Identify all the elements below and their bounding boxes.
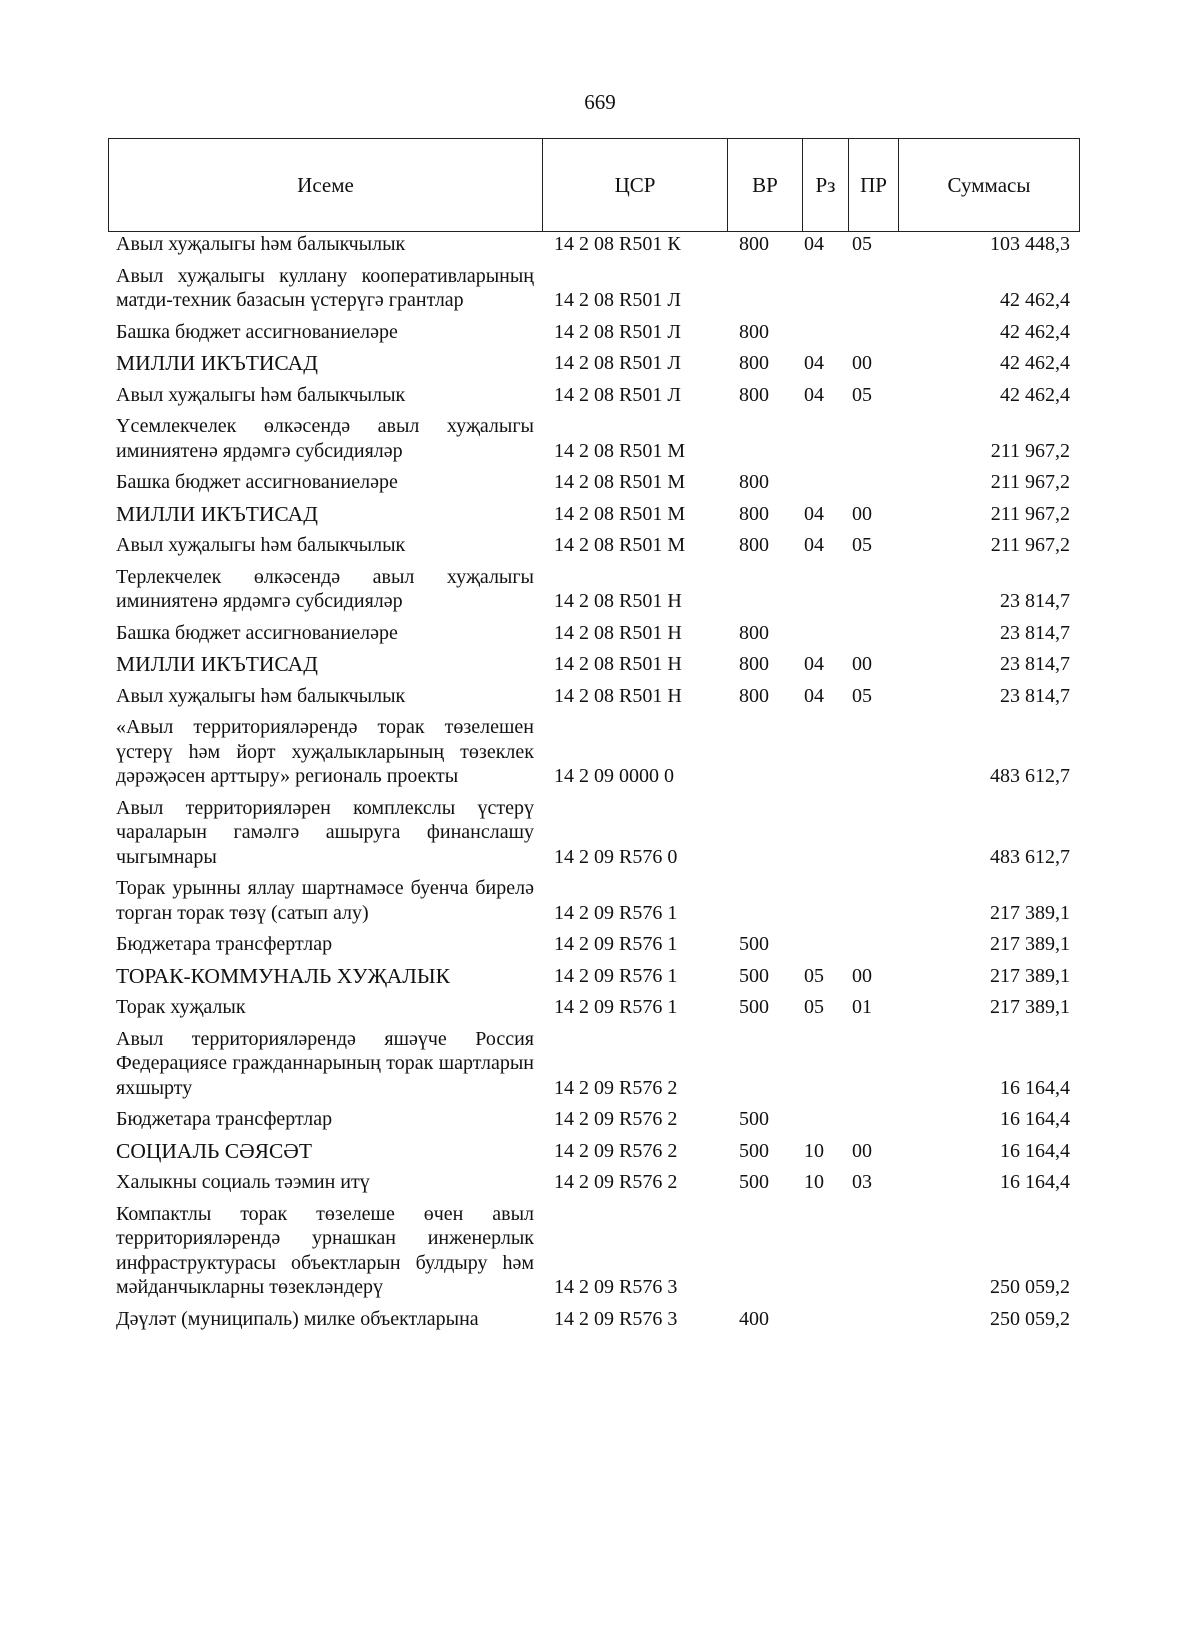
row-pr: 05 [852, 383, 872, 406]
row-csr: 14 2 09 R576 2 [554, 1076, 678, 1099]
row-sum: 250 059,2 [990, 1307, 1070, 1330]
row-pr: 00 [852, 653, 872, 675]
table-row [108, 1307, 1080, 1332]
row-name: Авыл хуҗалыгы һәм балыкчылык [116, 233, 406, 255]
row-name: Бюджетара трансфертлар [116, 933, 333, 955]
row-name: Авыл территорияләрендә яшәүче Россия Федерациясе гражданнарының торак шартларын яхшырту [116, 1027, 534, 1099]
row-sum: 42 462,4 [1000, 383, 1070, 406]
row-vr: 800 [739, 534, 769, 556]
row-csr: 14 2 09 0000 0 [554, 765, 674, 787]
row-csr: 14 2 09 R576 2 [554, 1108, 678, 1130]
table-row [108, 383, 1080, 408]
row-pr: 05 [852, 233, 872, 255]
table-row [108, 995, 1080, 1020]
row-sum: 16 164,4 [1000, 1076, 1070, 1099]
row-name: Башка бюджет ассигнованиеләре [116, 320, 398, 343]
row-pr: 01 [852, 996, 872, 1018]
row-csr: 14 2 09 R576 1 [554, 901, 678, 924]
table-row [108, 1170, 1080, 1195]
row-sum: 23 814,7 [1000, 653, 1070, 675]
row-csr: 14 2 08 R501 Л [554, 352, 681, 374]
row-name: Компактлы торак төзелеше өчен авыл территорияләрендә урнашкан инженерлык инфраструктурасы объектларын булдыру һәм мәйданчыкларны төзекләндерү [116, 1202, 534, 1298]
table-row [108, 533, 1080, 558]
row-sum: 211 967,2 [990, 439, 1070, 462]
row-csr: 14 2 09 R576 0 [554, 845, 678, 868]
row-rz: 04 [804, 684, 824, 707]
table-row [108, 502, 1080, 527]
row-vr: 800 [739, 621, 769, 644]
row-vr: 800 [739, 653, 769, 675]
table-row [108, 796, 1080, 870]
header-sum: Суммасы [947, 172, 1031, 197]
row-vr: 500 [739, 1171, 769, 1193]
row-csr: 14 2 08 R501 Н [554, 590, 682, 612]
row-csr: 14 2 08 R501 Л [554, 320, 681, 343]
row-sum: 16 164,4 [1000, 1171, 1070, 1193]
table-row [108, 684, 1080, 709]
row-csr: 14 2 08 R501 М [554, 534, 686, 556]
row-vr: 800 [739, 233, 769, 255]
row-name: Үсемлекчелек өлкәсендә авыл хуҗалыгы иминиятенә ярдәмгә субсидияләр [116, 415, 534, 462]
row-pr: 00 [852, 352, 872, 374]
row-vr: 800 [739, 352, 769, 374]
row-name: Авыл хуҗалыгы һәм балыкчылык [116, 383, 406, 406]
row-name: Башка бюджет ассигнованиеләре [116, 471, 398, 493]
row-sum: 211 967,2 [990, 471, 1070, 493]
row-csr: 14 2 08 R501 Л [554, 383, 681, 406]
row-sum: 483 612,7 [990, 845, 1070, 868]
row-csr: 14 2 09 R576 1 [554, 933, 678, 955]
row-name: Дәүләт (муниципаль) милке объектларына [116, 1307, 479, 1330]
row-name: Торак урынны яллау шартнамәсе буенча бирелә торган торак төзү (сатып алу) [116, 877, 534, 924]
table-row [108, 1107, 1080, 1132]
row-csr: 14 2 09 R576 3 [554, 1276, 678, 1298]
row-csr: 14 2 08 R501 Л [554, 289, 681, 311]
row-name: Халыкны социаль тәэмин итү [116, 1171, 370, 1193]
row-sum: 217 389,1 [990, 901, 1070, 924]
row-vr: 500 [739, 933, 769, 955]
row-pr: 05 [852, 534, 872, 556]
row-csr: 14 2 09 R576 1 [554, 996, 678, 1018]
row-vr: 800 [739, 383, 769, 406]
row-pr: 05 [852, 684, 872, 707]
row-rz: 10 [804, 1139, 824, 1162]
row-sum: 250 059,2 [990, 1276, 1070, 1298]
row-rz: 04 [804, 233, 824, 255]
row-name: ТОРАК-КОММУНАЛЬ ХУҖАЛЫК [116, 963, 450, 988]
row-name: «Авыл территорияләрендә торак төзелешен үстерү һәм йорт хуҗалыкларының төзеклек дәрәҗәсен арттыру» региональ проекты [116, 716, 534, 787]
row-name: Авыл территорияләрен комплекслы үстерү чараларын гамәлгә ашыруга финанслашу чыгымнары [116, 796, 534, 868]
table-row [108, 621, 1080, 646]
row-csr: 14 2 08 R501 Н [554, 684, 682, 707]
row-sum: 211 967,2 [990, 502, 1070, 525]
table-row [108, 320, 1080, 345]
row-csr: 14 2 08 R501 М [554, 439, 686, 462]
row-rz: 04 [804, 653, 824, 675]
row-csr: 14 2 09 R576 2 [554, 1171, 678, 1193]
row-sum: 23 814,7 [1000, 684, 1070, 707]
row-name: Терлекчелек өлкәсендә авыл хуҗалыгы иминиятенә ярдәмгә субсидияләр [116, 565, 534, 612]
row-vr: 800 [739, 684, 769, 707]
row-vr: 500 [739, 964, 769, 987]
row-name: Башка бюджет ассигнованиеләре [116, 621, 398, 644]
row-sum: 217 389,1 [990, 996, 1070, 1018]
row-csr: 14 2 08 R501 М [554, 502, 686, 525]
row-name: Авыл хуҗалыгы куллану кооперативларының матди-техник базасын үстерүгә грантлар [116, 264, 534, 311]
row-rz: 05 [804, 964, 824, 987]
table-row [108, 1202, 1080, 1300]
row-pr: 00 [852, 1139, 872, 1162]
row-sum: 217 389,1 [990, 933, 1070, 955]
row-csr: 14 2 09 R576 3 [554, 1307, 678, 1330]
row-csr: 14 2 08 R501 Н [554, 653, 682, 675]
row-rz: 05 [804, 996, 824, 1018]
row-vr: 800 [739, 471, 769, 493]
table-row [108, 470, 1080, 495]
table-row [108, 232, 1080, 257]
row-csr: 14 2 09 R576 1 [554, 964, 678, 987]
row-vr: 500 [739, 1108, 769, 1130]
table-body [108, 232, 1080, 1338]
table-row [108, 1139, 1080, 1164]
table-row [108, 414, 1080, 463]
table-header [108, 138, 1080, 232]
row-name: Авыл хуҗалыгы һәм балыкчылык [116, 534, 406, 556]
row-rz: 04 [804, 502, 824, 525]
row-name: Торак хуҗалык [116, 996, 246, 1018]
row-sum: 16 164,4 [1000, 1108, 1070, 1130]
header-name: Исеме [109, 139, 543, 231]
table-row [108, 715, 1080, 789]
row-rz: 04 [804, 352, 824, 374]
row-sum: 42 462,4 [1000, 352, 1070, 374]
table-row [108, 1027, 1080, 1101]
table-row [108, 351, 1080, 376]
row-csr: 14 2 09 R576 2 [554, 1139, 678, 1162]
row-vr: 500 [739, 1139, 769, 1162]
row-sum: 103 448,3 [990, 233, 1070, 255]
table-row [108, 652, 1080, 677]
table-row [108, 932, 1080, 957]
row-name: Бюджетара трансфертлар [116, 1108, 333, 1130]
page-number: 669 [584, 90, 616, 114]
row-pr: 03 [852, 1171, 872, 1193]
row-sum: 483 612,7 [990, 765, 1070, 787]
row-name: МИЛЛИ ИКЪТИСАД [116, 652, 318, 676]
row-vr: 500 [739, 996, 769, 1018]
header-rz: Рз [803, 139, 849, 231]
row-name: Авыл хуҗалыгы һәм балыкчылык [116, 684, 406, 707]
row-sum: 23 814,7 [1000, 590, 1070, 612]
row-name: СОЦИАЛЬ СӘЯСӘТ [116, 1138, 312, 1163]
row-sum: 16 164,4 [1000, 1139, 1070, 1162]
header-pr: ПР [849, 139, 899, 231]
row-rz: 10 [804, 1171, 824, 1193]
row-sum: 23 814,7 [1000, 621, 1070, 644]
row-csr: 14 2 08 R501 Н [554, 621, 682, 644]
table-row [108, 264, 1080, 313]
row-sum: 42 462,4 [1000, 289, 1070, 311]
table-row [108, 964, 1080, 989]
row-csr: 14 2 08 R501 К [554, 233, 681, 255]
row-pr: 00 [852, 964, 872, 987]
header-csr: ЦСР [543, 139, 728, 231]
row-vr: 400 [739, 1307, 769, 1330]
row-vr: 800 [739, 320, 769, 343]
row-csr: 14 2 08 R501 М [554, 471, 686, 493]
row-sum: 211 967,2 [990, 534, 1070, 556]
row-vr: 800 [739, 502, 769, 525]
row-rz: 04 [804, 534, 824, 556]
row-name: МИЛЛИ ИКЪТИСАД [116, 351, 318, 375]
header-vr: ВР [728, 139, 803, 231]
row-pr: 00 [852, 502, 872, 525]
row-name: МИЛЛИ ИКЪТИСАД [116, 501, 318, 526]
row-rz: 04 [804, 383, 824, 406]
row-sum: 217 389,1 [990, 964, 1070, 987]
table-row [108, 565, 1080, 614]
row-sum: 42 462,4 [1000, 320, 1070, 343]
table-row [108, 876, 1080, 925]
